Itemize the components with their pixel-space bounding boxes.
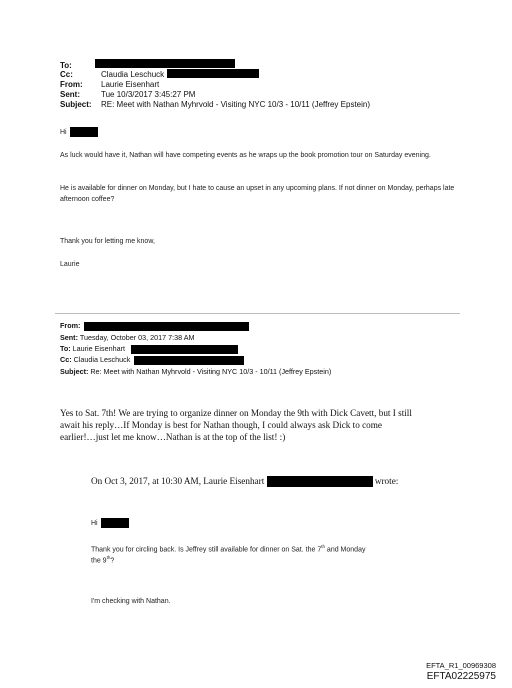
- quoted-line-1-b: and Monday: [324, 546, 366, 554]
- redacted-email: [267, 476, 373, 487]
- reply-signature: Laurie: [60, 261, 80, 268]
- message2-line-2: await his reply…If Monday is best for Nathan though, I could always ask Dick to come: [60, 420, 382, 430]
- fwd-to-line: [60, 344, 238, 354]
- quoted-greeting-line: [91, 518, 129, 529]
- fwd-sent-label: Sent:: [60, 333, 78, 342]
- quote-wrote: wrote:: [374, 476, 399, 486]
- cc-value: Claudia Leschuck: [101, 70, 165, 79]
- quoted-line-1: [91, 541, 365, 555]
- separator-line: [55, 313, 460, 314]
- fwd-to-value: Laurie Eisenhart: [72, 344, 125, 353]
- sent-value: Tue 10/3/2017 3:45:27 PM: [101, 90, 196, 99]
- fwd-subject-line: [60, 367, 331, 377]
- message2-line-3: earlier!…just let me know…Nathan is at the top of the list! :): [60, 432, 286, 442]
- fwd-subject-label: Subject:: [60, 367, 89, 376]
- footer-id-large: EFTA02225975: [426, 671, 496, 682]
- reply-thanks: Thank you for letting me know,: [60, 238, 155, 245]
- quoted-greeting: Hi: [91, 520, 98, 527]
- fwd-sent-value: Tuesday, October 03, 2017 7:38 AM: [79, 333, 195, 342]
- quoted-line-2-a: the 9: [91, 557, 107, 565]
- reply-greeting-line: [60, 127, 98, 138]
- redacted-fwd-from: [84, 322, 249, 331]
- fwd-cc-label: Cc:: [60, 355, 72, 364]
- quoted-checking: I'm checking with Nathan.: [91, 598, 171, 605]
- redacted-quoted-name: [101, 518, 129, 528]
- redacted-cc: [167, 69, 259, 78]
- message2-line-1: Yes to Sat. 7th! We are trying to organize dinner on Monday the 9th with Dick Cavett, but I still: [60, 408, 412, 418]
- subject-value: RE: Meet with Nathan Myhrvold - Visiting NYC 10/3 - 10/11 (Jeffrey Epstein): [101, 100, 371, 109]
- reply-paragraph-2: He is available for dinner on Monday, but I hate to cause an upset in any upcoming plans. If not dinner on Monday, perhaps late afternoon coffee?: [60, 185, 455, 203]
- reply-paragraph-1: As luck would have it, Nathan will have competing events as he wraps up the book promotion tour on Saturday evening.: [60, 152, 431, 159]
- quoted-sup-2: th: [106, 555, 111, 560]
- from-value: Laurie Eisenhart: [101, 80, 160, 89]
- sent-label: Sent:: [60, 90, 80, 99]
- quote-intro: On Oct 3, 2017, at 10:30 AM, Laurie Eisenhart: [91, 476, 265, 486]
- greeting: Hi: [60, 129, 67, 136]
- fwd-cc-value: Claudia Leschuck: [73, 355, 131, 364]
- fwd-cc-line: [60, 355, 244, 365]
- redacted-name: [70, 127, 98, 137]
- redacted-fwd-to: [131, 345, 238, 354]
- cc-label: Cc:: [60, 70, 73, 79]
- fwd-to-label: To:: [60, 344, 71, 353]
- fwd-subject-value: Re: Meet with Nathan Myhrvold - Visiting NYC 10/3 - 10/11 (Jeffrey Epstein): [90, 367, 332, 376]
- quoted-line-2: [91, 552, 114, 566]
- quoted-line-1-a: Thank you for circling back. Is Jeffrey still available for dinner on Sat. the 7: [91, 546, 322, 554]
- from-label: From:: [60, 80, 83, 89]
- quoted-line-2-b: ?: [110, 557, 115, 565]
- quote-intro-line: [91, 476, 398, 488]
- to-label: To:: [60, 61, 72, 70]
- fwd-from-line: [60, 321, 249, 331]
- redacted-fwd-cc: [134, 356, 244, 365]
- redacted-to: [95, 59, 235, 68]
- fwd-from-label: From:: [60, 321, 81, 330]
- footer-id-small: EFTA_R1_00969308: [426, 661, 496, 670]
- fwd-sent-line: [60, 333, 195, 343]
- subject-label: Subject:: [60, 100, 92, 109]
- quoted-sup-1: th: [321, 544, 325, 549]
